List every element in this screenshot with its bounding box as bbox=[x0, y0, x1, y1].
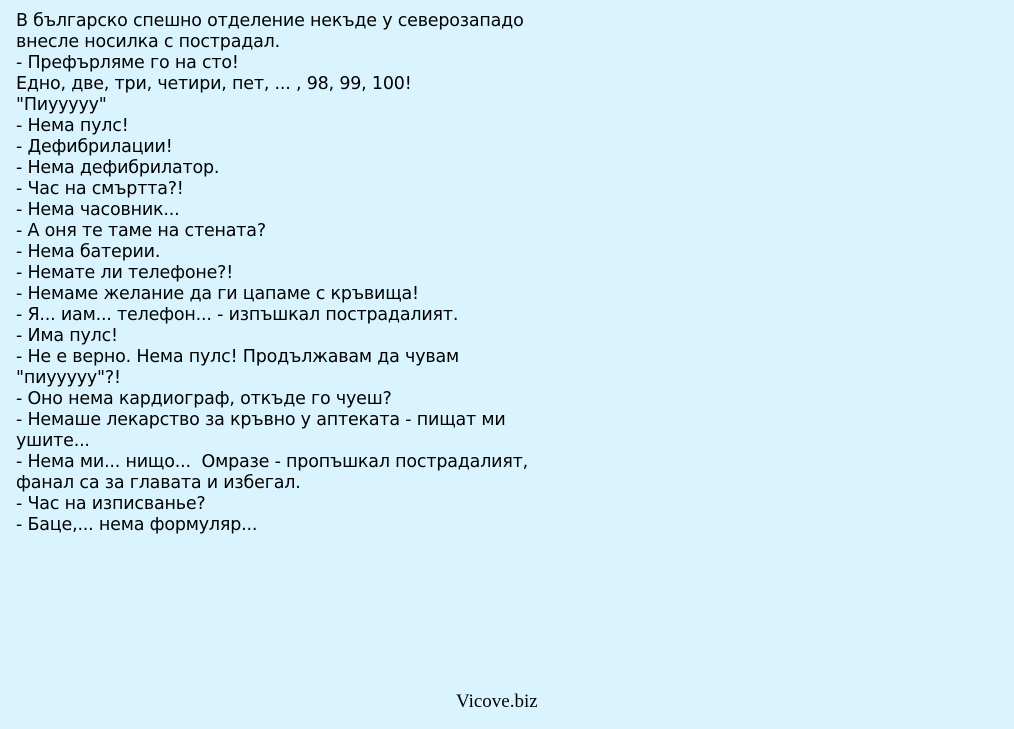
joke-line: - Нема ми... нищо... Омразе - пропъшкал пострадалият, bbox=[16, 452, 529, 472]
joke-line: - Префърляме го на сто! bbox=[16, 53, 239, 73]
joke-line: - Баце,... нема формуляр... bbox=[16, 515, 258, 535]
joke-line: - Немаше лекарство за кръвно у аптеката - пищат ми bbox=[16, 410, 506, 430]
joke-line: - Нема пулс! bbox=[16, 116, 129, 136]
joke-line: - Нема батерии. bbox=[16, 242, 161, 262]
joke-line: - Час на изписванье? bbox=[16, 494, 206, 514]
joke-line: - А оня те таме на стената? bbox=[16, 221, 266, 241]
joke-line: фанал са за главата и избегал. bbox=[16, 473, 301, 493]
joke-line: В българско спешно отделение некъде у северозападо bbox=[16, 11, 524, 31]
joke-line: ушите... bbox=[16, 431, 90, 451]
joke-line: - Немате ли телефоне?! bbox=[16, 263, 234, 283]
joke-line: - Немаме желание да ги цапаме с кръвища! bbox=[16, 284, 419, 304]
joke-line: Едно, две, три, четири, пет, ... , 98, 99, 100! bbox=[16, 74, 412, 94]
joke-text bbox=[16, 11, 576, 536]
joke-line: - Час на смъртта?! bbox=[16, 179, 184, 199]
joke-line: - Нема часовник... bbox=[16, 200, 180, 220]
joke-line: - Дефибрилации! bbox=[16, 137, 173, 157]
joke-line: - Я... иам... телефон... - изпъшкал пострадалият. bbox=[16, 305, 459, 325]
joke-line: "пиууууу"?! bbox=[16, 368, 121, 388]
joke-line: - Не е верно. Нема пулс! Продължавам да чувам bbox=[16, 347, 459, 367]
joke-line: - Има пулс! bbox=[16, 326, 118, 346]
joke-line: - Нема дефибрилатор. bbox=[16, 158, 220, 178]
joke-line: "Пиууууу" bbox=[16, 95, 107, 115]
site-watermark: Vicove.biz bbox=[456, 691, 538, 712]
joke-line: - Оно нема кардиограф, откъде го чуеш? bbox=[16, 389, 392, 409]
joke-line: внесле носилка с пострадал. bbox=[16, 32, 280, 52]
